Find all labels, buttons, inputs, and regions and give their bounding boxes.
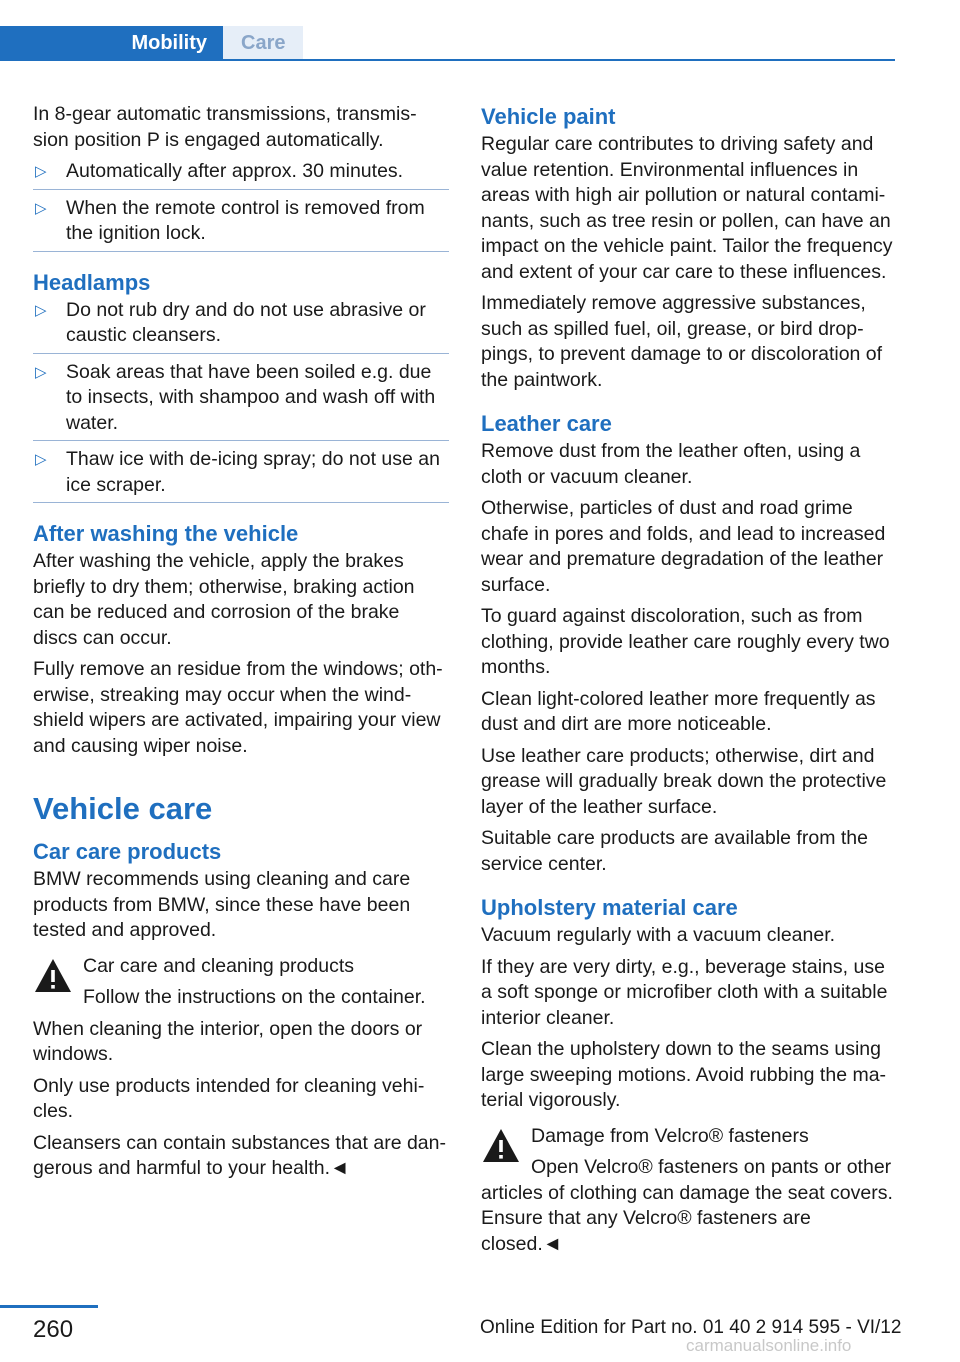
left-column bbox=[33, 102, 449, 1188]
leather-care-paragraph-5: Use leather care products; otherwise, dirt and grease will gradually break down the protective layer of the leather surface. bbox=[481, 744, 887, 818]
triangle-bullet-icon: ▷ bbox=[35, 301, 47, 319]
warning-paragraph-1: When cleaning the interior, open the doors or windows. bbox=[33, 1017, 423, 1065]
header-tabs bbox=[0, 26, 895, 62]
leather-care-paragraph-6: Suitable care products are available from the service center. bbox=[481, 827, 868, 875]
warning-title: Car care and cleaning products bbox=[83, 954, 354, 977]
warning-title: Damage from Velcro® fasteners bbox=[531, 1124, 809, 1147]
upholstery-paragraph-3: Clean the upholstery down to the seams using large sweeping motions. Avoid rubbing the ma-terial vigorously. bbox=[481, 1038, 887, 1111]
footer-accent-line bbox=[0, 1305, 98, 1308]
upholstery-care-heading: Upholstery material care bbox=[481, 895, 738, 920]
after-washing-heading: After washing the vehicle bbox=[33, 521, 299, 546]
warning-triangle-icon bbox=[481, 1126, 521, 1166]
upholstery-paragraph-1: Vacuum regularly with a vacuum cleaner. bbox=[481, 924, 836, 946]
list-item: ▷ When the remote control is removed from the ignition lock. bbox=[33, 196, 449, 252]
warning-block-cleaning bbox=[33, 954, 449, 1182]
headlamps-heading: Headlamps bbox=[33, 269, 151, 295]
vehicle-paint-heading: Vehicle paint bbox=[481, 104, 616, 129]
leather-care-paragraph-1: Remove dust from the leather often, using a cloth or vacuum cleaner. bbox=[481, 440, 861, 488]
after-washing-paragraph-1: After washing the vehicle, apply the brakes briefly to dry them; otherwise, braking action can be reduced and corrosion of the brake discs can occur. bbox=[33, 550, 415, 649]
watermark: carmanualsonline.info bbox=[686, 1336, 852, 1355]
right-column bbox=[481, 102, 897, 1263]
upholstery-paragraph-2: If they are very dirty, e.g., beverage stains, use a soft sponge or microfiber cloth with a suitable interior cleaner. bbox=[481, 955, 888, 1029]
tab-care[interactable]: Care bbox=[223, 26, 303, 61]
vehicle-paint-paragraph-1: Regular care contributes to driving safety and value retention. Environmental influences in areas with high air pollution or natural contami-nants, such as tree resin or pollen, can have an impact on the vehicle paint. Tailor the frequency and extent of your car care to these influences. bbox=[481, 133, 893, 283]
triangle-bullet-icon: ▷ bbox=[35, 363, 47, 381]
triangle-bullet-icon: ▷ bbox=[35, 451, 47, 468]
list-item: ▷ Automatically after approx. 30 minutes. bbox=[33, 159, 449, 190]
car-care-products-heading: Car care products bbox=[33, 839, 222, 864]
vehicle-paint-paragraph-2: Immediately remove aggressive substances, such as spilled fuel, oil, grease, or bird drop-pings, to prevent damage to or discoloration of the paintwork. bbox=[481, 292, 883, 391]
warning-block-velcro bbox=[481, 1124, 897, 1258]
edition-text: Online Edition for Part no. 01 40 2 914 595 - VI/12 bbox=[480, 1317, 902, 1338]
park-bullet-list bbox=[33, 159, 449, 252]
warning-paragraph-3: Cleansers can contain substances that are dan-gerous and harmful to your health.◄ bbox=[33, 1131, 446, 1179]
leather-care-paragraph-3: To guard against discoloration, such as from clothing, provide leather care roughly every two months. bbox=[481, 605, 890, 678]
leather-care-paragraph-2: Otherwise, particles of dust and road grime chafe in pores and folds, and lead to increased wear and premature degradation of the leather surface. bbox=[481, 497, 886, 596]
list-item: ▷ Do not rub dry and do not use abrasive or caustic cleansers. bbox=[33, 298, 449, 354]
page-number: 260 bbox=[33, 1316, 74, 1343]
tab-mobility[interactable]: Mobility bbox=[0, 26, 223, 61]
warning-instruction: Follow the instructions on the container. bbox=[83, 986, 426, 1008]
vehicle-care-heading: Vehicle care bbox=[33, 791, 213, 826]
triangle-bullet-icon: ▷ bbox=[35, 163, 47, 180]
after-washing-paragraph-2: Fully remove an residue from the windows; oth-erwise, streaking may occur when the wind-shield wipers are activated, impairing your view and causing wiper noise. bbox=[33, 658, 443, 757]
triangle-bullet-icon: ▷ bbox=[35, 199, 47, 217]
header-divider bbox=[223, 59, 895, 61]
warning-triangle-icon bbox=[33, 956, 73, 996]
car-care-products-paragraph: BMW recommends using cleaning and care products from BMW, since these have been tested and approved. bbox=[33, 868, 411, 941]
leather-care-paragraph-4: Clean light-colored leather more frequently as dust and dirt are more noticeable. bbox=[481, 687, 876, 735]
warning-text: Open Velcro® fasteners on pants or other articles of clothing can damage the seat covers. Ensure that any Velcro® fasteners are closed.◄ bbox=[481, 1156, 893, 1255]
leather-care-heading: Leather care bbox=[481, 411, 612, 436]
headlamps-bullet-list bbox=[33, 298, 449, 504]
list-item: ▷ Soak areas that have been soiled e.g. due to insects, with shampoo and wash off with water. bbox=[33, 360, 449, 442]
list-item: ▷ Thaw ice with de-icing spray; do not use an ice scraper. bbox=[33, 447, 449, 503]
warning-paragraph-2: Only use products intended for cleaning vehi-cles. bbox=[33, 1074, 425, 1122]
intro-paragraph: In 8-gear automatic transmissions, transmis-sion position P is engaged automatically. bbox=[33, 103, 417, 151]
